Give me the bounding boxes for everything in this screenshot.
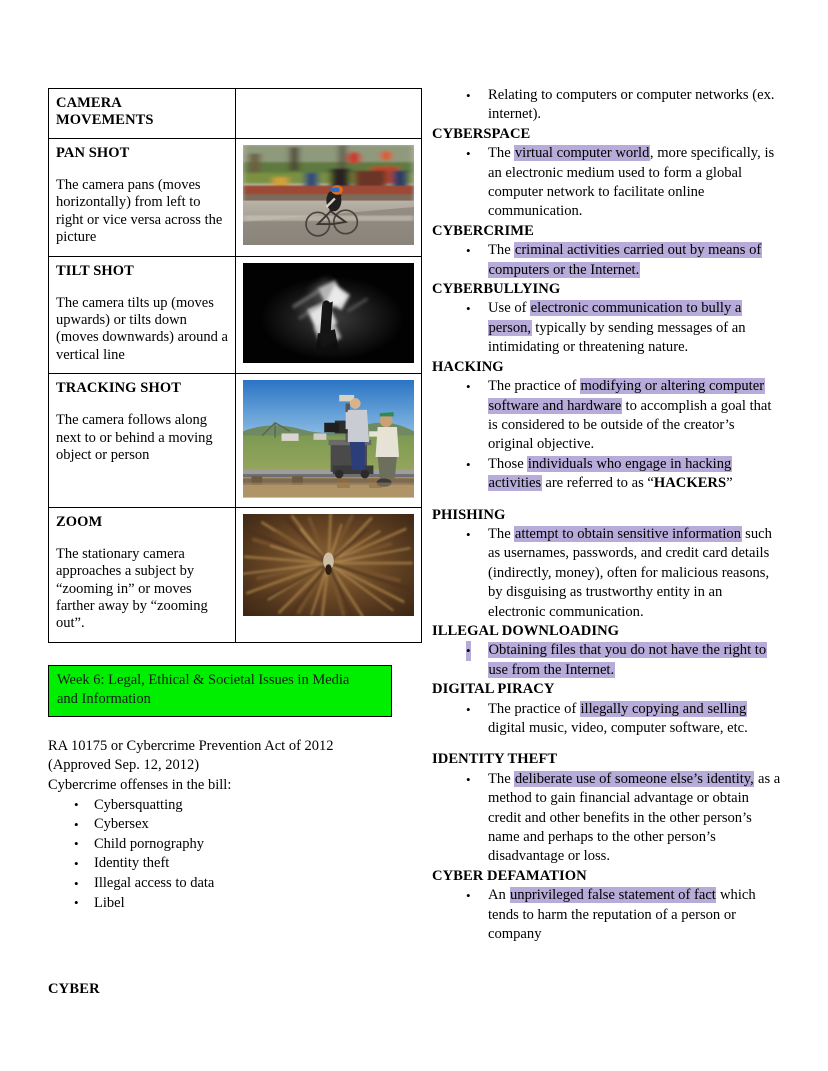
zoom-text-cell: [49, 507, 236, 642]
plain-text: An: [488, 887, 510, 904]
highlighted-text: attempt to obtain sensitive information: [514, 525, 742, 542]
plain-text: Those: [488, 455, 528, 472]
plain-text: digital music, video, computer software, etc.: [488, 720, 748, 736]
term-heading: CYBERBULLYING: [432, 281, 561, 298]
plain-text: as a method to gain financial advantage or obtain credit and other benefits in the other person’s name and perhaps to the other person’s disadvantage or loss.: [488, 770, 781, 865]
term-heading: CYBERSPACE: [432, 125, 531, 142]
term-heading: ILLEGAL DOWNLOADING: [432, 622, 620, 639]
zoom-image-cell: [236, 507, 422, 642]
list-item: [466, 886, 782, 944]
table-row: [49, 374, 422, 508]
tracking-shot-text-cell: [49, 374, 236, 508]
cybercrime-offenses-list: [48, 796, 394, 914]
highlighted-text: electronic communication to bully a person,: [488, 300, 742, 336]
intro-bullet-list: [432, 86, 782, 125]
definition-bullet-list: [432, 700, 782, 739]
plain-text: The: [488, 145, 515, 162]
bullet-icon: •: [466, 301, 471, 317]
table-title-line-1: CAMERA: [56, 95, 122, 111]
highlighted-text: virtual computer world: [514, 145, 650, 162]
zoom-title: ZOOM: [56, 513, 103, 530]
definition-bullet-list: [432, 886, 782, 944]
table-row: [49, 139, 422, 257]
list-item: • Identity theft: [94, 854, 394, 874]
dark-light-streaks-image: [243, 263, 414, 363]
week-banner-line-1: Week 6: Legal, Ethical & Societal Issues in Media: [57, 671, 350, 688]
list-item: • Illegal access to data: [94, 874, 394, 894]
list-item: • Cybersex: [94, 815, 394, 835]
pan-shot-text-cell: [49, 139, 236, 257]
table-body: [49, 89, 422, 643]
ra-line-1: RA 10175 or Cybercrime Prevention Act of 2012: [48, 737, 334, 754]
zoom-description: The stationary camera approaches a subject by “zooming in” or moves farther away by “zooming out”.: [56, 545, 208, 632]
plain-text: The: [488, 242, 515, 259]
cyclist-motion-blur-image: [243, 145, 414, 245]
list-item: [466, 377, 782, 455]
tracking-shot-title: TRACKING SHOT: [56, 380, 181, 397]
pan-shot-image-cell: [236, 139, 422, 257]
highlighted-text: modifying or altering computer software and hardware: [488, 378, 765, 414]
plain-text: such as usernames, passwords, and credit card details (indirectly, money), often for malicious reasons, by disguising as trustworthy entity in an electronic communication.: [488, 525, 772, 620]
bullet-icon: •: [466, 701, 471, 717]
list-item: [466, 241, 782, 280]
tracking-shot-image-cell: [236, 374, 422, 508]
week-banner-line-2: and Information: [57, 690, 151, 707]
highlighted-text: unprivileged false statement of fact: [510, 887, 716, 904]
tracking-shot-description: The camera follows along next to or behind a moving object or person: [56, 412, 213, 464]
definition-bullet-list: [432, 377, 782, 493]
list-item: • Child pornography: [94, 835, 394, 855]
camera-dolly-track-image: [243, 380, 414, 498]
bullet-icon: •: [466, 88, 471, 103]
list-item: [466, 770, 782, 867]
plain-text: ”: [726, 475, 733, 492]
list-item: [466, 455, 782, 494]
bullet-icon: •: [466, 641, 471, 660]
list-item: • Cybersquatting: [94, 796, 394, 816]
highlighted-text: criminal activities carried out by means of computers or the Internet.: [488, 242, 762, 278]
ra-line-2: (Approved Sep. 12, 2012): [48, 757, 200, 774]
section-spacer: [432, 494, 782, 506]
zoom-photo: [243, 514, 414, 617]
plain-text: typically by sending messages of an intimidating or threatening nature.: [488, 319, 746, 356]
list-item: [466, 144, 782, 222]
bullet-icon: •: [466, 146, 471, 162]
bullet-icon: •: [466, 379, 471, 395]
tracking-shot-photo: [243, 380, 414, 498]
pan-shot-title: PAN SHOT: [56, 145, 130, 161]
tilt-shot-photo: [243, 263, 414, 363]
ra-paragraph: [48, 737, 394, 913]
plain-text: which tends to harm the reputation of a person or company: [488, 887, 756, 943]
list-item: [466, 525, 782, 622]
tilt-shot-image-cell: [236, 256, 422, 374]
tilt-shot-description: The camera tilts up (moves upwards) or tilts down (moves downwards) around a vertical line: [56, 294, 228, 363]
plain-text: The practice of: [488, 378, 580, 395]
section-spacer: [432, 738, 782, 750]
definition-bullet-list: [432, 241, 782, 280]
table-header-cell: [49, 89, 236, 139]
plain-text: Use of: [488, 300, 531, 317]
highlighted-text: Obtaining files that you do not have the right to use from the Internet.: [488, 642, 767, 678]
definition-bullet-list: [432, 770, 782, 867]
plain-text: The: [488, 770, 515, 787]
definitions-sections: [432, 125, 782, 945]
bullet-icon: •: [466, 456, 471, 472]
highlighted-text: illegally copying and selling: [580, 700, 747, 717]
table-row: [49, 89, 422, 139]
intro-bullet-text: Relating to computers or computer networks (ex. internet).: [488, 87, 775, 123]
left-column: [48, 88, 394, 913]
camera-movements-table: [48, 88, 422, 643]
radial-zoom-blur-image: [243, 514, 414, 617]
ra-line-3: Cybercrime offenses in the bill:: [48, 777, 232, 794]
pan-shot-description: The camera pans (moves horizontally) from left to right or vice versa across the picture: [56, 177, 223, 246]
list-item: [466, 700, 782, 739]
term-heading: DIGITAL PIRACY: [432, 681, 555, 698]
definition-bullet-list: [432, 525, 782, 622]
right-column: [432, 86, 782, 944]
tilt-shot-title: TILT SHOT: [56, 262, 134, 279]
bullet-icon: •: [466, 526, 471, 542]
list-item: [466, 86, 782, 125]
bold-text: HACKERS: [653, 475, 727, 492]
term-heading: PHISHING: [432, 506, 506, 523]
bullet-icon: •: [466, 888, 471, 904]
term-heading: IDENTITY THEFT: [432, 751, 558, 768]
cyber-footer-heading: CYBER: [48, 981, 100, 997]
definition-bullet-list: [432, 641, 782, 680]
plain-text: The practice of: [488, 700, 580, 717]
tilt-shot-text-cell: [49, 256, 236, 374]
bullet-icon: •: [466, 771, 471, 787]
plain-text: to accomplish a goal that is considered to be outside of the creator’s original objective.: [488, 397, 772, 453]
term-heading: HACKING: [432, 358, 504, 375]
highlighted-text: deliberate use of someone else’s identity,: [514, 770, 754, 787]
definition-bullet-list: [432, 144, 782, 222]
list-item: [466, 299, 782, 357]
week-banner: [48, 665, 392, 717]
term-heading: CYBER DEFAMATION: [432, 867, 587, 884]
definition-bullet-list: [432, 299, 782, 357]
table-title-line-2: MOVEMENTS: [56, 112, 154, 128]
table-row: [49, 256, 422, 374]
plain-text: are referred to as “: [541, 475, 654, 492]
table-row: [49, 507, 422, 642]
plain-text: , more specifically, is an electronic medium used to form a global computer network to facilitate online communication.: [488, 145, 775, 220]
bullet-icon: •: [466, 243, 471, 259]
highlighted-text: individuals who engage in hacking activities: [488, 455, 732, 492]
table-header-image-cell: [236, 89, 422, 139]
term-heading: CYBERCRIME: [432, 222, 534, 239]
list-item: [466, 641, 782, 680]
pan-shot-photo: [243, 145, 414, 245]
plain-text: The: [488, 525, 515, 542]
list-item: • Libel: [94, 894, 394, 914]
